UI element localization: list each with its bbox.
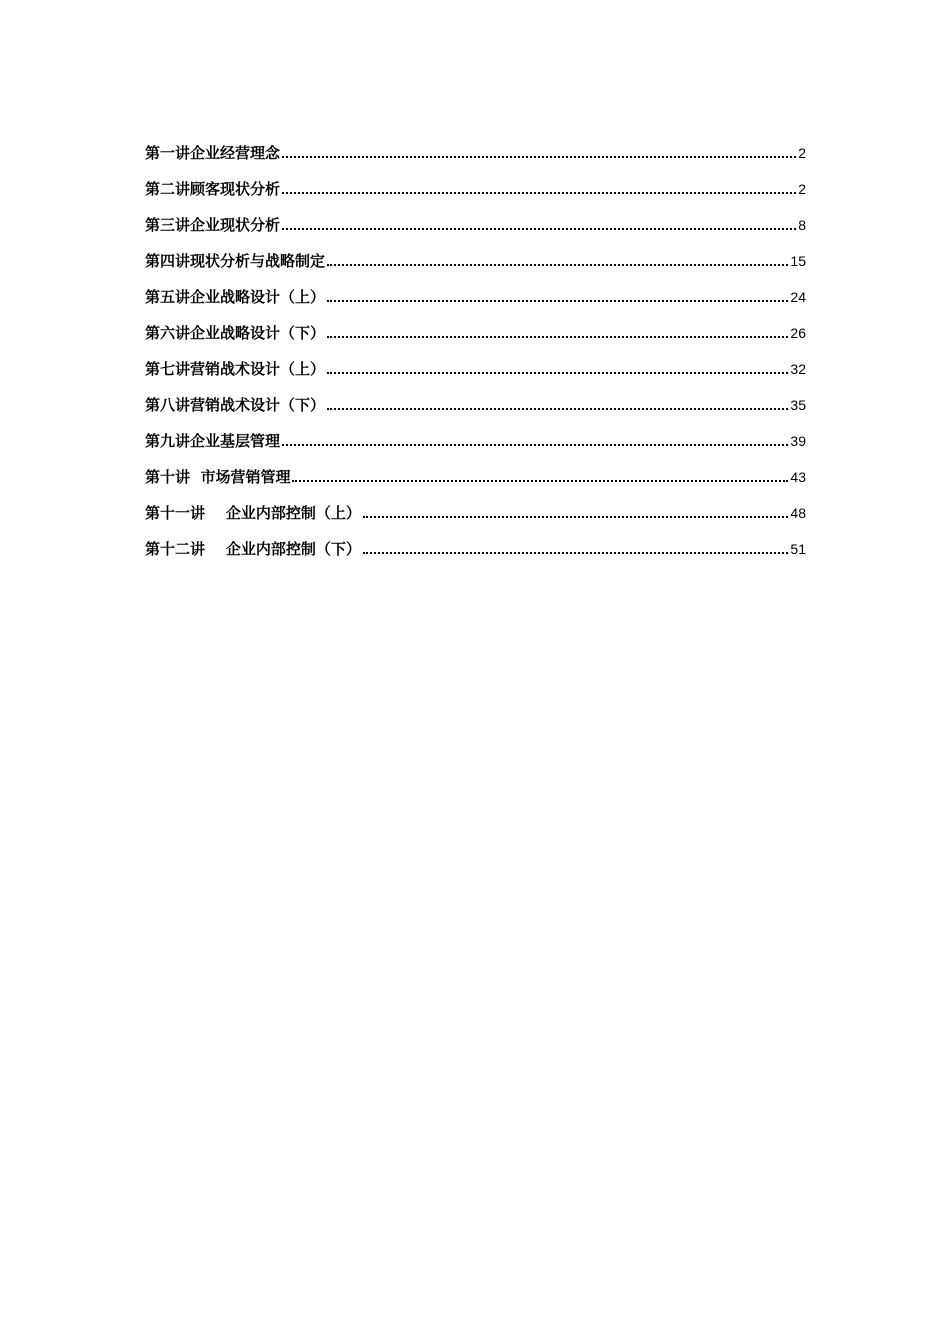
- toc-dot-leader: [282, 156, 796, 158]
- toc-dot-leader: [327, 408, 788, 410]
- toc-page-number: 51: [790, 541, 806, 557]
- toc-entry-title: 第五讲企业战略设计（上）: [145, 288, 326, 306]
- toc-page-number: 24: [790, 289, 806, 305]
- toc-entry[interactable]: [145, 307, 806, 343]
- toc-dot-leader: [282, 192, 796, 194]
- toc-entry-title: 第十一讲 企业内部控制（上）: [145, 504, 361, 522]
- toc-entry[interactable]: [145, 271, 806, 307]
- toc-entry[interactable]: [145, 415, 806, 451]
- toc-page-number: 48: [790, 505, 806, 521]
- toc-entry[interactable]: [145, 343, 806, 379]
- toc-entry-title: 第四讲现状分析与战略制定: [145, 252, 326, 270]
- toc-page-number: 15: [790, 253, 806, 269]
- toc-entry[interactable]: [145, 451, 806, 487]
- toc-entry-title: 第十讲 市场营销管理: [145, 468, 291, 486]
- toc-entry[interactable]: [145, 487, 806, 523]
- toc-dot-leader: [282, 444, 788, 446]
- toc-page-number: 43: [790, 469, 806, 485]
- toc-entry-title: 第九讲企业基层管理: [145, 432, 281, 450]
- toc-page-number: 39: [790, 433, 806, 449]
- toc-entry-title: 第三讲企业现状分析: [145, 216, 281, 234]
- toc-entry-title: 第十二讲 企业内部控制（下）: [145, 540, 361, 558]
- toc-dot-leader: [292, 480, 788, 482]
- toc-dot-leader: [282, 228, 796, 230]
- toc-entry[interactable]: [145, 127, 806, 163]
- toc-entry-title: 第二讲顾客现状分析: [145, 180, 281, 198]
- toc-entry[interactable]: [145, 379, 806, 415]
- toc-page-number: 35: [790, 397, 806, 413]
- toc-dot-leader: [363, 552, 789, 554]
- toc-entry[interactable]: [145, 523, 806, 559]
- toc-dot-leader: [327, 300, 788, 302]
- toc-entry-title: 第六讲企业战略设计（下）: [145, 324, 326, 342]
- toc-entry[interactable]: [145, 235, 806, 271]
- toc-dot-leader: [327, 372, 788, 374]
- toc-page-number: 8: [798, 217, 806, 233]
- toc-page-number: 32: [790, 361, 806, 377]
- toc-page-number: 2: [798, 181, 806, 197]
- toc-page-number: 2: [798, 145, 806, 161]
- toc-entry-title: 第一讲企业经营理念: [145, 144, 281, 162]
- toc-entry[interactable]: [145, 163, 806, 199]
- toc-dot-leader: [327, 336, 788, 338]
- toc-page-number: 26: [790, 325, 806, 341]
- toc-entry-title: 第八讲营销战术设计（下）: [145, 396, 326, 414]
- toc-dot-leader: [363, 516, 789, 518]
- toc-entry-title: 第七讲营销战术设计（上）: [145, 360, 326, 378]
- toc-entry[interactable]: [145, 199, 806, 235]
- table-of-contents: [145, 127, 806, 559]
- toc-dot-leader: [327, 264, 788, 266]
